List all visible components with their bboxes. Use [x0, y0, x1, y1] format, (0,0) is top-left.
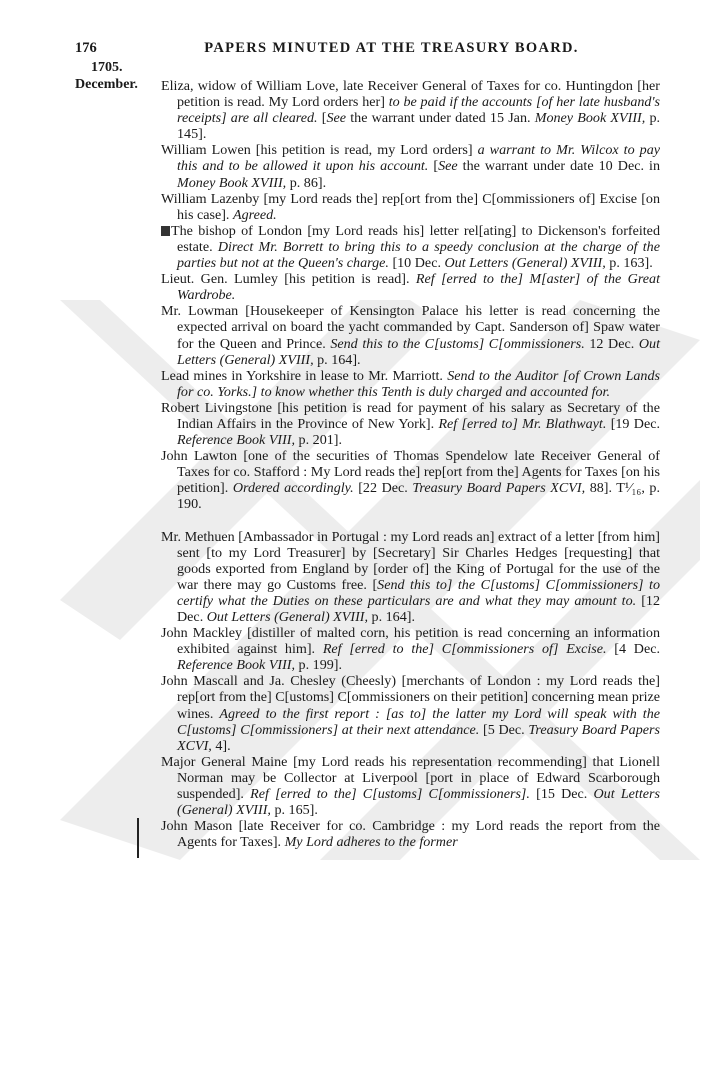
italic-text: Reference Book VIII,: [177, 657, 296, 674]
italic-text: Ordered accordingly.: [232, 480, 354, 497]
text-segment: 12 Dec.: [584, 335, 639, 352]
italic-text: Out Letters (General) XVIII,: [177, 335, 660, 368]
text-segment: Major General Maine [my Lord reads his representation recommending] that Lionell Norman may be Collector at Liverpool [port in place of Edward Scarborough suspended].: [161, 753, 660, 803]
italic-text: a warrant to Mr. Wilcox to pay this and to be allowed it upon his account.: [177, 142, 660, 175]
text-segment: p. 164].: [368, 609, 415, 625]
italic-text: Out Letters (General) XVIII,: [444, 255, 606, 272]
italic-text: Reference Book VIII,: [177, 432, 296, 449]
text-segment: 4].: [211, 737, 231, 754]
text-segment: [22 Dec.: [353, 480, 413, 497]
text-segment: William Lowen [his petition is read, my Lord orders]: [161, 142, 478, 159]
entry-paragraph: [161, 625, 660, 673]
italic-text: Agreed to the first report : [as to] the latter my Lord will speak with the C[ustoms] C[ommissioners] at their next attendance.: [177, 705, 660, 738]
text-segment: John Mason [late Receiver for co. Cambridge : my Lord reads the report from the Agents for Taxes].: [161, 818, 660, 851]
text-segment: p. 164].: [313, 351, 361, 368]
text-segment: the warrant under dated 15 Jan.: [346, 110, 535, 127]
text-segment: ¹⁄₁₆: [624, 480, 642, 497]
italic-text: My Lord adheres to the former: [284, 834, 458, 851]
italic-text: Ref [erred to the] C[ommissioners of] Excise.: [322, 641, 607, 658]
entries-list: [161, 78, 660, 850]
italic-text: Ref [erred to] Mr. Blathwayt.: [438, 415, 607, 432]
entry-paragraph: [161, 448, 660, 512]
text-segment: Lead mines in Yorkshire in lease to Mr. Marriott.: [161, 367, 448, 384]
text-segment: Mr. Lowman [Housekeeper of Kensington Palace his letter is read concerning the expected arrival on board the yacht commanded by Capt. Sanderson of] Spaw water for the Queen and Prince.: [161, 303, 660, 352]
text-segment: John Lawton [one of the securities of Thomas Spendelow late Receiver General of Taxes for co. Stafford : My Lord reads the] rep[ort from the] Agents for Taxes [on his petition].: [161, 448, 660, 497]
entry-paragraph: [161, 223, 660, 271]
page-number: 176: [75, 40, 97, 56]
text-segment: 88]. T: [585, 480, 625, 497]
page-header: [75, 40, 660, 64]
text-segment: Lieut. Gen. Lumley [his petition is read].: [161, 271, 416, 288]
text-segment: Mr. Methuen [Ambassador in Portugal : my Lord reads an] extract of a letter [from him] sent [to my Lord Treasurer] by [Secretary] Sir Charles Hedges [requesting] that goods exported from England by [order of] the King of Portugal for the use of the war there may go Customs free. [: [161, 528, 660, 593]
entry-paragraph: [161, 529, 660, 626]
italic-text: Treasury Board Papers XCVI,: [412, 480, 586, 497]
text-segment: [10 Dec.: [388, 255, 445, 272]
italic-text: Money Book XVIII,: [534, 110, 646, 127]
text-segment: Eliza, widow of William Love, late Receiver General of Taxes for co. Huntingdon [her petition is read. My Lord orders her]: [161, 78, 660, 111]
entry-paragraph: [161, 191, 660, 223]
text-segment: p. 86].: [286, 174, 327, 191]
running-head: PAPERS MINUTED AT THE TREASURY BOARD.: [204, 40, 579, 56]
entry-paragraph: [161, 142, 660, 190]
pointing-hand-icon: [161, 226, 170, 236]
italic-text: Out Letters (General) XVIII,: [206, 609, 369, 625]
italic-text: Direct Mr. Borrett to bring this to a speedy conclusion at the charge of the parties but not at the Queen's charge.: [177, 238, 660, 272]
italic-text: Ref [erred to the] C[ustoms] C[ommissioners].: [250, 786, 530, 803]
italic-text: Send this to] the C[ustoms] C[ommissioners] to certify what the Duties on these particulars are and what they may amount to.: [177, 576, 661, 609]
text-segment: [5 Dec.: [479, 721, 529, 738]
entry-paragraph: [161, 303, 660, 367]
italic-text: Out Letters (General) XVIII,: [177, 786, 660, 819]
text-segment: p. 145].: [177, 110, 661, 143]
text-segment: p. 201].: [295, 432, 343, 449]
italic-text: Agreed.: [232, 206, 277, 223]
text-segment: p. 165].: [270, 802, 318, 819]
text-segment: [: [317, 110, 327, 127]
italic-text: Send to the Auditor [of Crown Lands for co. Yorks.] to know whether this Tenth is duly charged and accounted for.: [177, 367, 660, 400]
italic-text: Money Book XVIII,: [177, 174, 287, 191]
entry-paragraph: [161, 754, 660, 818]
italic-text: Send this to the C[ustoms] C[ommissioners.: [330, 335, 585, 352]
entry-paragraph: [161, 271, 660, 303]
text-segment: John Mackley [distiller of malted corn, his petition is read concerning an information exhibited against him].: [161, 625, 660, 658]
text-segment: p. 199].: [295, 657, 343, 674]
text-segment: [12 Dec.: [177, 592, 660, 625]
entry-paragraph: [161, 400, 660, 448]
text-segment: p. 163].: [605, 255, 653, 272]
italic-text: See: [438, 158, 458, 175]
entry-paragraph: [161, 818, 660, 850]
text-segment: William Lazenby [my Lord reads the] rep[ort from the] C[ommissioners of] Excise [on his case].: [161, 190, 660, 223]
text-segment: The bishop of London [my Lord reads his] letter rel[ating] to Dickenson's forfeited estate.: [171, 222, 660, 255]
italic-text: See: [326, 110, 347, 127]
entry-paragraph: [161, 673, 660, 753]
italic-text: Ref [erred to the] M[aster] of the Great Wardrobe.: [177, 271, 660, 304]
margin-vertical-mark: [137, 818, 139, 858]
text-segment: [19 Dec.: [606, 415, 661, 432]
text-segment: , p. 190.: [177, 480, 660, 513]
italic-text: to be paid if the accounts [of her late husband's receipts] are all cleared.: [177, 94, 660, 127]
text-segment: [15 Dec.: [529, 786, 594, 803]
text-segment: Robert Livingstone [his petition is read for payment of his salary as Secretary of the Indian Affairs in the Province of New York].: [161, 399, 660, 432]
text-segment: the warrant under date 10 Dec. in: [457, 158, 660, 175]
text-segment: [: [428, 158, 439, 175]
margin-year: 1705.: [91, 60, 123, 75]
margin-month: December.: [75, 77, 138, 92]
italic-text: Treasury Board Papers XCVI,: [177, 721, 660, 754]
text-segment: [4 Dec.: [606, 641, 660, 658]
entry-paragraph: [161, 78, 660, 142]
entry-paragraph: [161, 368, 660, 400]
text-segment: John Mascall and Ja. Chesley (Cheesly) [merchants of London : my Lord reads the] rep[ort from the] C[ustoms] C[ommissioners on their petition] concerning mean prize wines.: [161, 673, 660, 722]
